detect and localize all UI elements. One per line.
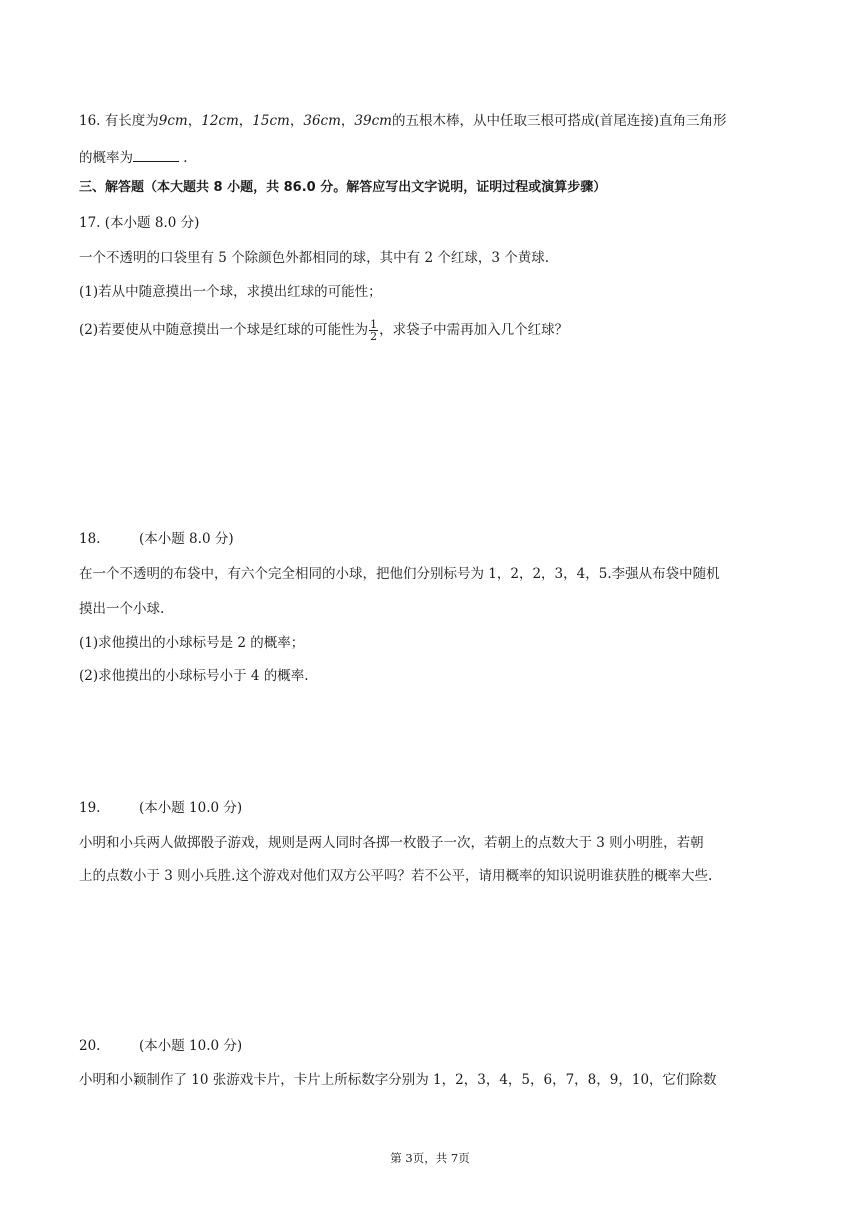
q19-number: 19. [79, 800, 101, 816]
q17-stem: 一个不透明的口袋里有 5 个除颜色外都相同的球，其中有 2 个红球，3 个黄球. [79, 250, 550, 266]
q20-stem-line1: 小明和小颖制作了 10 张游戏卡片，卡片上所标数字分别为 1，2，3，4，5，6，7，8，9，10，它们除数 [79, 1072, 717, 1088]
q20-header: 20. (本小题 10.0 分) [79, 1038, 243, 1054]
q16-length-2: 12cm [201, 113, 239, 129]
q17-header: 17. (本小题 8.0 分) [79, 215, 200, 231]
q17-part1: (1)若从中随意摸出一个球，求摸出红球的可能性； [79, 284, 382, 300]
q16-prefix: 16. 有长度为 [79, 113, 159, 129]
q18-part2: (2)求他摸出的小球标号小于 4 的概率. [79, 668, 309, 684]
q16-line1: 16. 有长度为9cm，12cm，15cm，36cm，39cm的五根木棒，从中任取三根可搭成(首尾连接)直角三角形 [79, 113, 727, 129]
q20-number: 20. [79, 1038, 101, 1054]
q16-line2: 的概率为 . [79, 147, 188, 168]
q16-length-4: 36cm [303, 113, 341, 129]
fraction-one-half: $\frac{1}{2}$ [370, 318, 378, 343]
q19-header: 19. (本小题 10.0 分) [79, 800, 243, 816]
q16-length-1: 9cm [158, 113, 188, 129]
q16-length-5: 39cm [354, 113, 392, 129]
q18-header: 18. (本小题 8.0 分) [79, 531, 234, 547]
q19-stem-line1: 小明和小兵两人做掷骰子游戏，规则是两人同时各掷一枚骰子一次，若朝上的点数大于 3 则小明胜，若朝 [79, 835, 704, 851]
q17-part2: (2)若要使从中随意摸出一个球是红球的可能性为 $\frac{1}{2}$ ，求袋子中需再加入几个红球？ [79, 318, 569, 343]
q16-suffix: 的五根木棒，从中任取三根可搭成(首尾连接)直角三角形 [391, 113, 727, 129]
section-title: 三、解答题（本大题共 8 小题，共 86.0 分。解答应写出文字说明，证明过程或演算步骤） [79, 180, 607, 195]
q16-answer-blank [133, 147, 179, 162]
q18-stem-line1: 在一个不透明的布袋中，有六个完全相同的小球，把他们分别标号为 1，2，2，3，4，5.李强从布袋中随机 [79, 566, 720, 582]
page-footer: 第 3页，共 7页 [390, 1151, 470, 1165]
q18-part1: (1)求他摸出的小球标号是 2 的概率； [79, 635, 305, 651]
q18-stem-line2: 摸出一个小球. [79, 601, 165, 617]
q16-length-3: 15cm [252, 113, 290, 129]
q18-number: 18. [79, 531, 101, 547]
q19-stem-line2: 上的点数小于 3 则小兵胜.这个游戏对他们双方公平吗？若不公平，请用概率的知识说明谁获胜的概率大些. [79, 868, 713, 884]
